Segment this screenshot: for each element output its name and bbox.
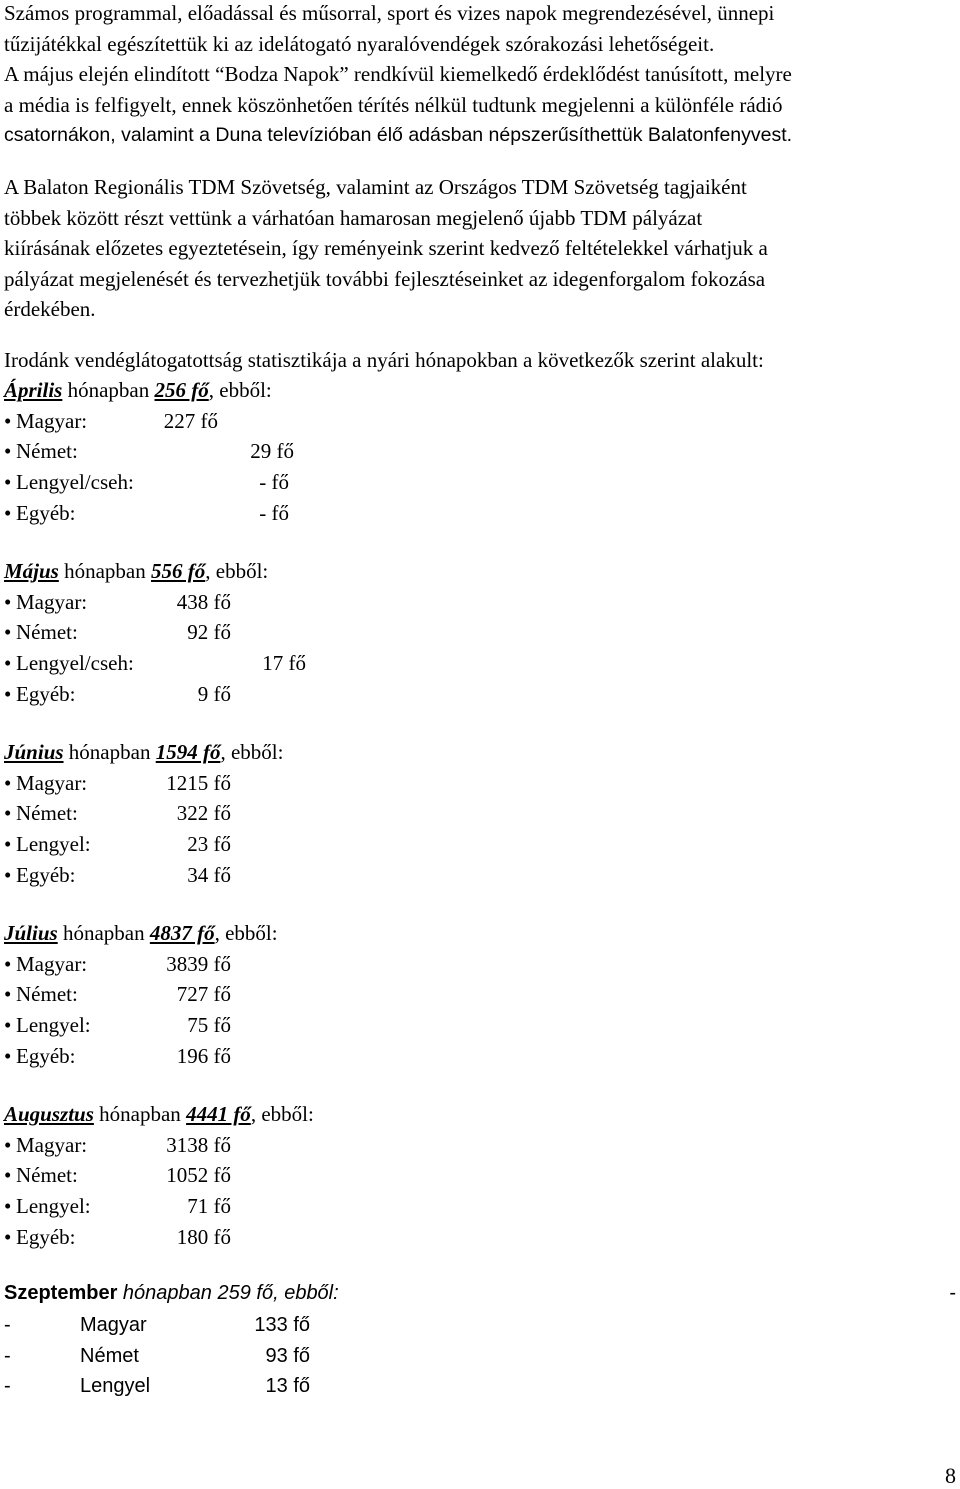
visitor-count: 92 fő bbox=[187, 620, 231, 645]
september-row bbox=[4, 1345, 324, 1373]
bullet-icon: • bbox=[4, 982, 12, 1007]
month-label-text: hónapban bbox=[58, 559, 152, 583]
paragraph-tdm bbox=[4, 172, 954, 325]
nationality-row bbox=[4, 1013, 324, 1043]
nationality-row bbox=[4, 682, 324, 712]
bullet-icon: • bbox=[4, 620, 12, 645]
month-name: Április bbox=[4, 378, 63, 402]
bullet-icon: • bbox=[4, 951, 12, 976]
visitor-count: - fő bbox=[259, 500, 289, 525]
nationality-label: Német: bbox=[16, 620, 78, 645]
month-label-text: hónapban bbox=[57, 921, 150, 945]
nationality-label: Lengyel bbox=[80, 1375, 151, 1398]
nationality-label: Egyéb: bbox=[16, 1224, 76, 1249]
bullet-icon: • bbox=[4, 801, 12, 826]
text-line: érdekében. bbox=[4, 297, 96, 321]
bullet-icon: • bbox=[4, 681, 12, 706]
nationality-row bbox=[4, 801, 324, 831]
nationality-label: Egyéb: bbox=[16, 862, 76, 887]
nationality-label: Lengyel: bbox=[16, 1013, 91, 1037]
page-number: 8 bbox=[945, 1463, 956, 1488]
nationality-label: Egyéb: bbox=[16, 681, 76, 706]
bullet-icon: • bbox=[4, 408, 12, 433]
month-total: 256 fő bbox=[154, 378, 209, 402]
nationality-row bbox=[4, 832, 324, 862]
visitor-count: 75 fő bbox=[187, 1013, 231, 1037]
month-tail-text: , ebből: bbox=[250, 1102, 314, 1126]
nationality-label: Egyéb: bbox=[16, 500, 76, 525]
text-line: pályázat megjelenését és tervezhetjük további fejlesztéseinket az idegenforgalom fokozása bbox=[4, 266, 766, 291]
visitor-count: 227 fő bbox=[163, 408, 218, 433]
text-line: többek között részt vettünk a várhatóan hamarosan megjelenő újabb TDM pályázat bbox=[4, 205, 703, 230]
month-tail-text: , ebből: bbox=[205, 559, 269, 583]
nationality-label: Német: bbox=[16, 801, 78, 826]
nationality-row bbox=[4, 409, 324, 439]
bullet-icon: • bbox=[4, 500, 12, 525]
text-line: kiírásának előzetes egyeztetésein, így reményeink szerint kedvező feltételekkel várhatjuk a bbox=[4, 236, 768, 260]
bullet-icon: • bbox=[4, 1013, 12, 1037]
trailing-dash: - bbox=[949, 1282, 956, 1304]
text-line: A Balaton Regionális TDM Szövetség, valamint az Országos TDM Szövetség tagjaiként bbox=[4, 175, 747, 199]
bullet-icon: • bbox=[4, 1043, 12, 1068]
month-heading bbox=[4, 921, 278, 946]
month-name: Szeptember bbox=[4, 1282, 118, 1304]
month-total: 4837 fő bbox=[149, 921, 215, 945]
nationality-row bbox=[4, 952, 324, 982]
month-tail-text: , ebből: bbox=[220, 740, 284, 764]
nationality-label: Magyar: bbox=[16, 1132, 88, 1157]
month-total: 1594 fő bbox=[155, 740, 221, 764]
visitor-count: 29 fő bbox=[250, 439, 294, 464]
bullet-icon: • bbox=[4, 770, 12, 795]
bullet-icon: • bbox=[4, 589, 12, 614]
visitor-count: 13 fő bbox=[265, 1375, 310, 1398]
september-row bbox=[4, 1375, 324, 1403]
bullet-icon: • bbox=[4, 1132, 12, 1157]
month-tail-text: , ebből: bbox=[208, 378, 272, 402]
month-name: Július bbox=[4, 921, 58, 945]
month-name: Május bbox=[4, 559, 59, 583]
dash-marker: - bbox=[4, 1375, 11, 1398]
month-heading bbox=[4, 740, 283, 765]
bullet-icon: • bbox=[4, 470, 12, 494]
month-heading bbox=[4, 1102, 314, 1127]
statistics-intro: Irodánk vendéglátogatottság statisztikája a nyári hónapokban a következők szerint alakult: bbox=[4, 348, 764, 372]
nationality-label: Magyar: bbox=[16, 589, 88, 614]
visitor-count: 1215 fő bbox=[166, 770, 231, 795]
visitor-count: 17 fő bbox=[262, 651, 306, 675]
nationality-label: Német: bbox=[16, 982, 78, 1007]
nationality-row bbox=[4, 1133, 324, 1163]
nationality-row bbox=[4, 863, 324, 893]
visitor-count: 3138 fő bbox=[166, 1132, 231, 1157]
text-line: Számos programmal, előadással és műsorral, sport és vizes napok megrendezésével, ünnepi bbox=[4, 1, 775, 25]
bullet-icon: • bbox=[4, 1224, 12, 1249]
nationality-row bbox=[4, 1163, 324, 1193]
dash-marker: - bbox=[4, 1344, 11, 1367]
visitor-count: 196 fő bbox=[176, 1043, 231, 1068]
nationality-row bbox=[4, 620, 324, 650]
nationality-label: Lengyel: bbox=[16, 1194, 91, 1218]
month-label-text: hónapban bbox=[93, 1102, 187, 1126]
visitor-count: 180 fő bbox=[176, 1224, 231, 1249]
nationality-label: Lengyel/cseh: bbox=[16, 470, 134, 494]
visitor-count: - fő bbox=[259, 470, 289, 494]
month-label-text: hónapban bbox=[62, 378, 155, 402]
visitor-count: 34 fő bbox=[187, 862, 231, 887]
text-line: a média is felfigyelt, ennek köszönhetően térítés nélkül tudtunk megjelenni a különféle rádió bbox=[4, 92, 783, 117]
nationality-label: Német: bbox=[16, 439, 78, 464]
visitor-count: 727 fő bbox=[176, 982, 231, 1007]
nationality-row bbox=[4, 439, 324, 469]
nationality-label: Magyar bbox=[80, 1314, 147, 1336]
visitor-count: 133 fő bbox=[254, 1314, 310, 1336]
text-line: A május elején elindított “Bodza Napok” rendkívül kiemelkedő érdeklődést tanúsított, melyre bbox=[4, 62, 792, 86]
nationality-row bbox=[4, 1044, 324, 1074]
nationality-row bbox=[4, 651, 324, 681]
september-row bbox=[4, 1314, 324, 1342]
month-label-text: hónapban bbox=[63, 740, 156, 764]
nationality-label: Lengyel: bbox=[16, 832, 91, 856]
month-total: 4441 fő bbox=[186, 1102, 251, 1126]
month-total: 556 fő bbox=[151, 559, 206, 583]
month-tail-text: , ebből: bbox=[214, 921, 278, 945]
nationality-label: Magyar: bbox=[16, 770, 88, 795]
nationality-label: Német: bbox=[16, 1163, 78, 1188]
nationality-row bbox=[4, 982, 324, 1012]
visitor-count: 23 fő bbox=[187, 832, 231, 856]
nationality-label: Német bbox=[80, 1344, 139, 1367]
paragraph-events bbox=[4, 0, 954, 151]
visitor-count: 9 fő bbox=[197, 681, 231, 706]
bullet-icon: • bbox=[4, 439, 12, 464]
nationality-label: Lengyel/cseh: bbox=[16, 651, 134, 675]
month-name: Augusztus bbox=[4, 1102, 94, 1126]
visitor-count: 438 fő bbox=[176, 589, 231, 614]
month-name: Június bbox=[4, 740, 64, 764]
nationality-label: Egyéb: bbox=[16, 1043, 76, 1068]
bullet-icon: • bbox=[4, 862, 12, 887]
nationality-row bbox=[4, 501, 324, 531]
nationality-row bbox=[4, 1194, 324, 1224]
september-heading bbox=[4, 1282, 956, 1310]
nationality-row bbox=[4, 590, 324, 620]
month-heading bbox=[4, 378, 272, 403]
nationality-row bbox=[4, 1225, 324, 1255]
nationality-row bbox=[4, 470, 324, 500]
bullet-icon: • bbox=[4, 1194, 12, 1218]
visitor-count: 93 fő bbox=[265, 1344, 310, 1367]
month-heading bbox=[4, 559, 268, 584]
bullet-icon: • bbox=[4, 1163, 12, 1188]
text-line: tűzijátékkal egészítettük ki az idelátogató nyaralóvendégek szórakozási lehetőségeit. bbox=[4, 31, 715, 56]
visitor-count: 3839 fő bbox=[166, 951, 231, 976]
visitor-count: 1052 fő bbox=[166, 1163, 231, 1188]
nationality-label: Magyar: bbox=[16, 408, 88, 433]
month-summary: hónapban 259 fő, ebből: bbox=[117, 1282, 339, 1304]
nationality-label: Magyar: bbox=[16, 951, 88, 976]
bullet-icon: • bbox=[4, 832, 12, 856]
nationality-row bbox=[4, 771, 324, 801]
bullet-icon: • bbox=[4, 651, 12, 675]
visitor-count: 322 fő bbox=[176, 801, 231, 826]
visitor-count: 71 fő bbox=[187, 1194, 231, 1218]
text-line: csatornákon, valamint a Duna televízióban élő adásban népszerűsíthettük Balatonfenyvest. bbox=[4, 124, 793, 146]
dash-marker: - bbox=[4, 1314, 11, 1336]
